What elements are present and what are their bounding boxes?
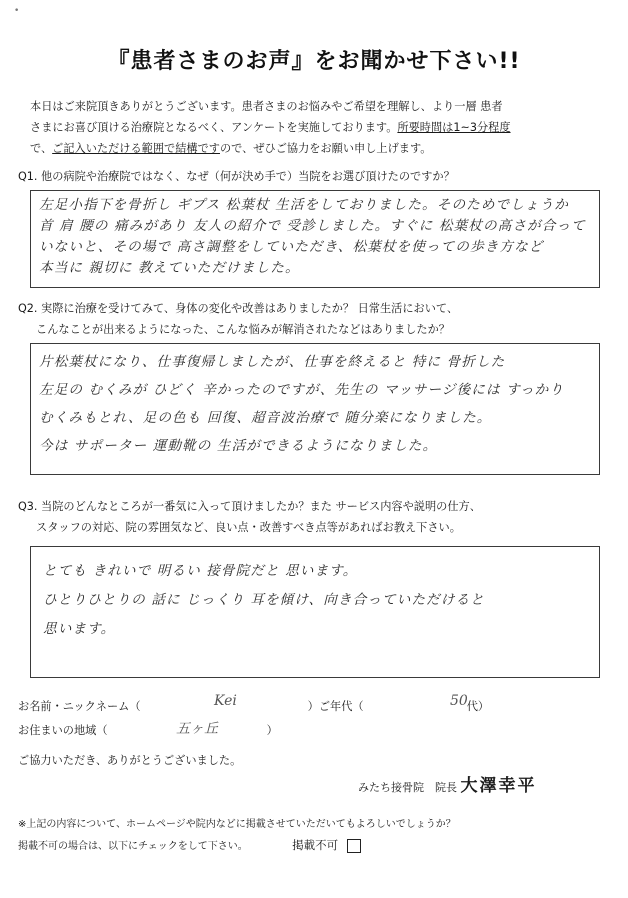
question-2-text-line-2: こんなことが出来るようになった、こんな悩みが解消されたなどはありましたか？: [36, 323, 450, 336]
director-name: 大澤幸平: [460, 776, 537, 796]
no-publish-checkbox[interactable]: [347, 839, 361, 853]
answer-1-text: [31, 191, 599, 283]
question-3-text-line-2: スタッフの対応、院の雰囲気など、良い点・改善すべき点等があればお教え下さい。: [36, 521, 461, 534]
question-1: [18, 166, 610, 187]
age-field[interactable]: 50: [450, 693, 468, 709]
thanks-text: ご協力いただき、ありがとうございました。: [18, 754, 242, 767]
name-field[interactable]: Kei: [214, 693, 237, 709]
question-2: [18, 298, 610, 340]
answer-3-line: とても きれいで 明るい 接骨院だと 思います。: [43, 563, 358, 579]
footer-note-2-text: 掲載不可の場合は、以下にチェックをして下さい。: [18, 841, 248, 852]
answer-box-3[interactable]: [30, 546, 600, 678]
intro-line-3a: で、: [30, 142, 53, 155]
answer-2-line: むくみもとれ、足の色も 回復、超音波治療で 随分楽になりました。: [39, 410, 492, 426]
footer-note-1: ※上記の内容について、ホームページや院内などに掲載させていただいてもよろしいでしょうか？: [18, 819, 456, 830]
intro-line-3b-underlined: ご記入いただける範囲で結構です: [52, 142, 220, 155]
name-label: お名前・ニックネーム（: [18, 700, 141, 713]
intro-line-2b-underlined: 所要時間は1~3分程度: [397, 121, 511, 134]
question-2-text-line-1: Q2. 実際に治療を受けてみて、身体の変化や改善はありましたか？ 日常生活において、: [18, 302, 459, 315]
age-label: ）ご年代（: [307, 700, 364, 713]
answer-3-line: 思います。: [43, 621, 116, 637]
area-row: [18, 722, 418, 740]
intro-line-3: [30, 138, 602, 159]
answer-3-text: [31, 547, 599, 654]
answer-box-2[interactable]: [30, 343, 600, 475]
clinic-signature: [358, 776, 537, 798]
answer-1-line: 左足小指下を骨折し ギプス 松葉杖 生活をしておりました。そのためでしょうか: [39, 197, 569, 213]
no-publish-label: 掲載不可: [292, 838, 339, 852]
answer-2-line: 片松葉杖になり、仕事復帰しましたが、仕事を終えると 特に 骨折した: [39, 354, 506, 370]
answer-3-line: ひとりひとりの 話に じっくり 耳を傾け、向き合っていただけると: [43, 592, 485, 608]
answer-2-line: 左足の むくみが ひどく 辛かったのですが、先生の マッサージ後には すっかり: [39, 382, 565, 398]
intro-line-2: [30, 117, 602, 138]
answer-2-line: 今は サポーター 運動靴の 生活ができるようになりました。: [39, 438, 438, 454]
answer-1-line: 本当に 親切に 教えていただけました。: [39, 260, 300, 276]
answer-box-1[interactable]: [30, 190, 600, 288]
clinic-label: みたち接骨院 院長: [358, 781, 457, 794]
answer-1-line: いないと、その場で 高さ調整をしていただき、松葉杖を使っての歩き方など: [39, 239, 544, 255]
intro-line-1: 本日はご来院頂きありがとうございます。患者さまのお悩みやご希望を理解し、より一層 患者: [30, 100, 503, 113]
area-field[interactable]: 五ヶ丘: [176, 721, 218, 737]
name-age-row: [18, 698, 610, 716]
question-3-text-line-1: Q3. 当院のどんなところが一番気に入って頂けましたか？また サービス内容や説明の仕方、: [18, 500, 481, 513]
answer-2-text: [31, 344, 599, 464]
intro-paragraph: [30, 96, 602, 159]
question-3: [18, 496, 610, 538]
question-1-text: Q1. 他の病院や治療院ではなく、なぜ（何が決め手で）当院をお選び頂けたのですか？: [18, 170, 455, 183]
answer-1-line: 首 肩 腰の 痛みがあり 友人の紹介で 受診しました。すぐに 松葉杖の高さが合って: [39, 218, 586, 234]
intro-line-2a: さまにお喜び頂ける治療院となるべく、アンケートを実施しております。: [30, 121, 398, 134]
footer-note-2: [18, 836, 618, 856]
age-suffix: 代）: [466, 700, 490, 713]
scan-mark: •: [14, 6, 20, 16]
area-label: お住まいの地域（: [18, 724, 108, 737]
intro-line-3c: ので、ぜひご協力をお願い申し上げます。: [219, 142, 432, 155]
page-title: 『患者さまのお声』をお聞かせ下さい!!: [107, 49, 521, 74]
area-close: ）: [266, 724, 278, 737]
